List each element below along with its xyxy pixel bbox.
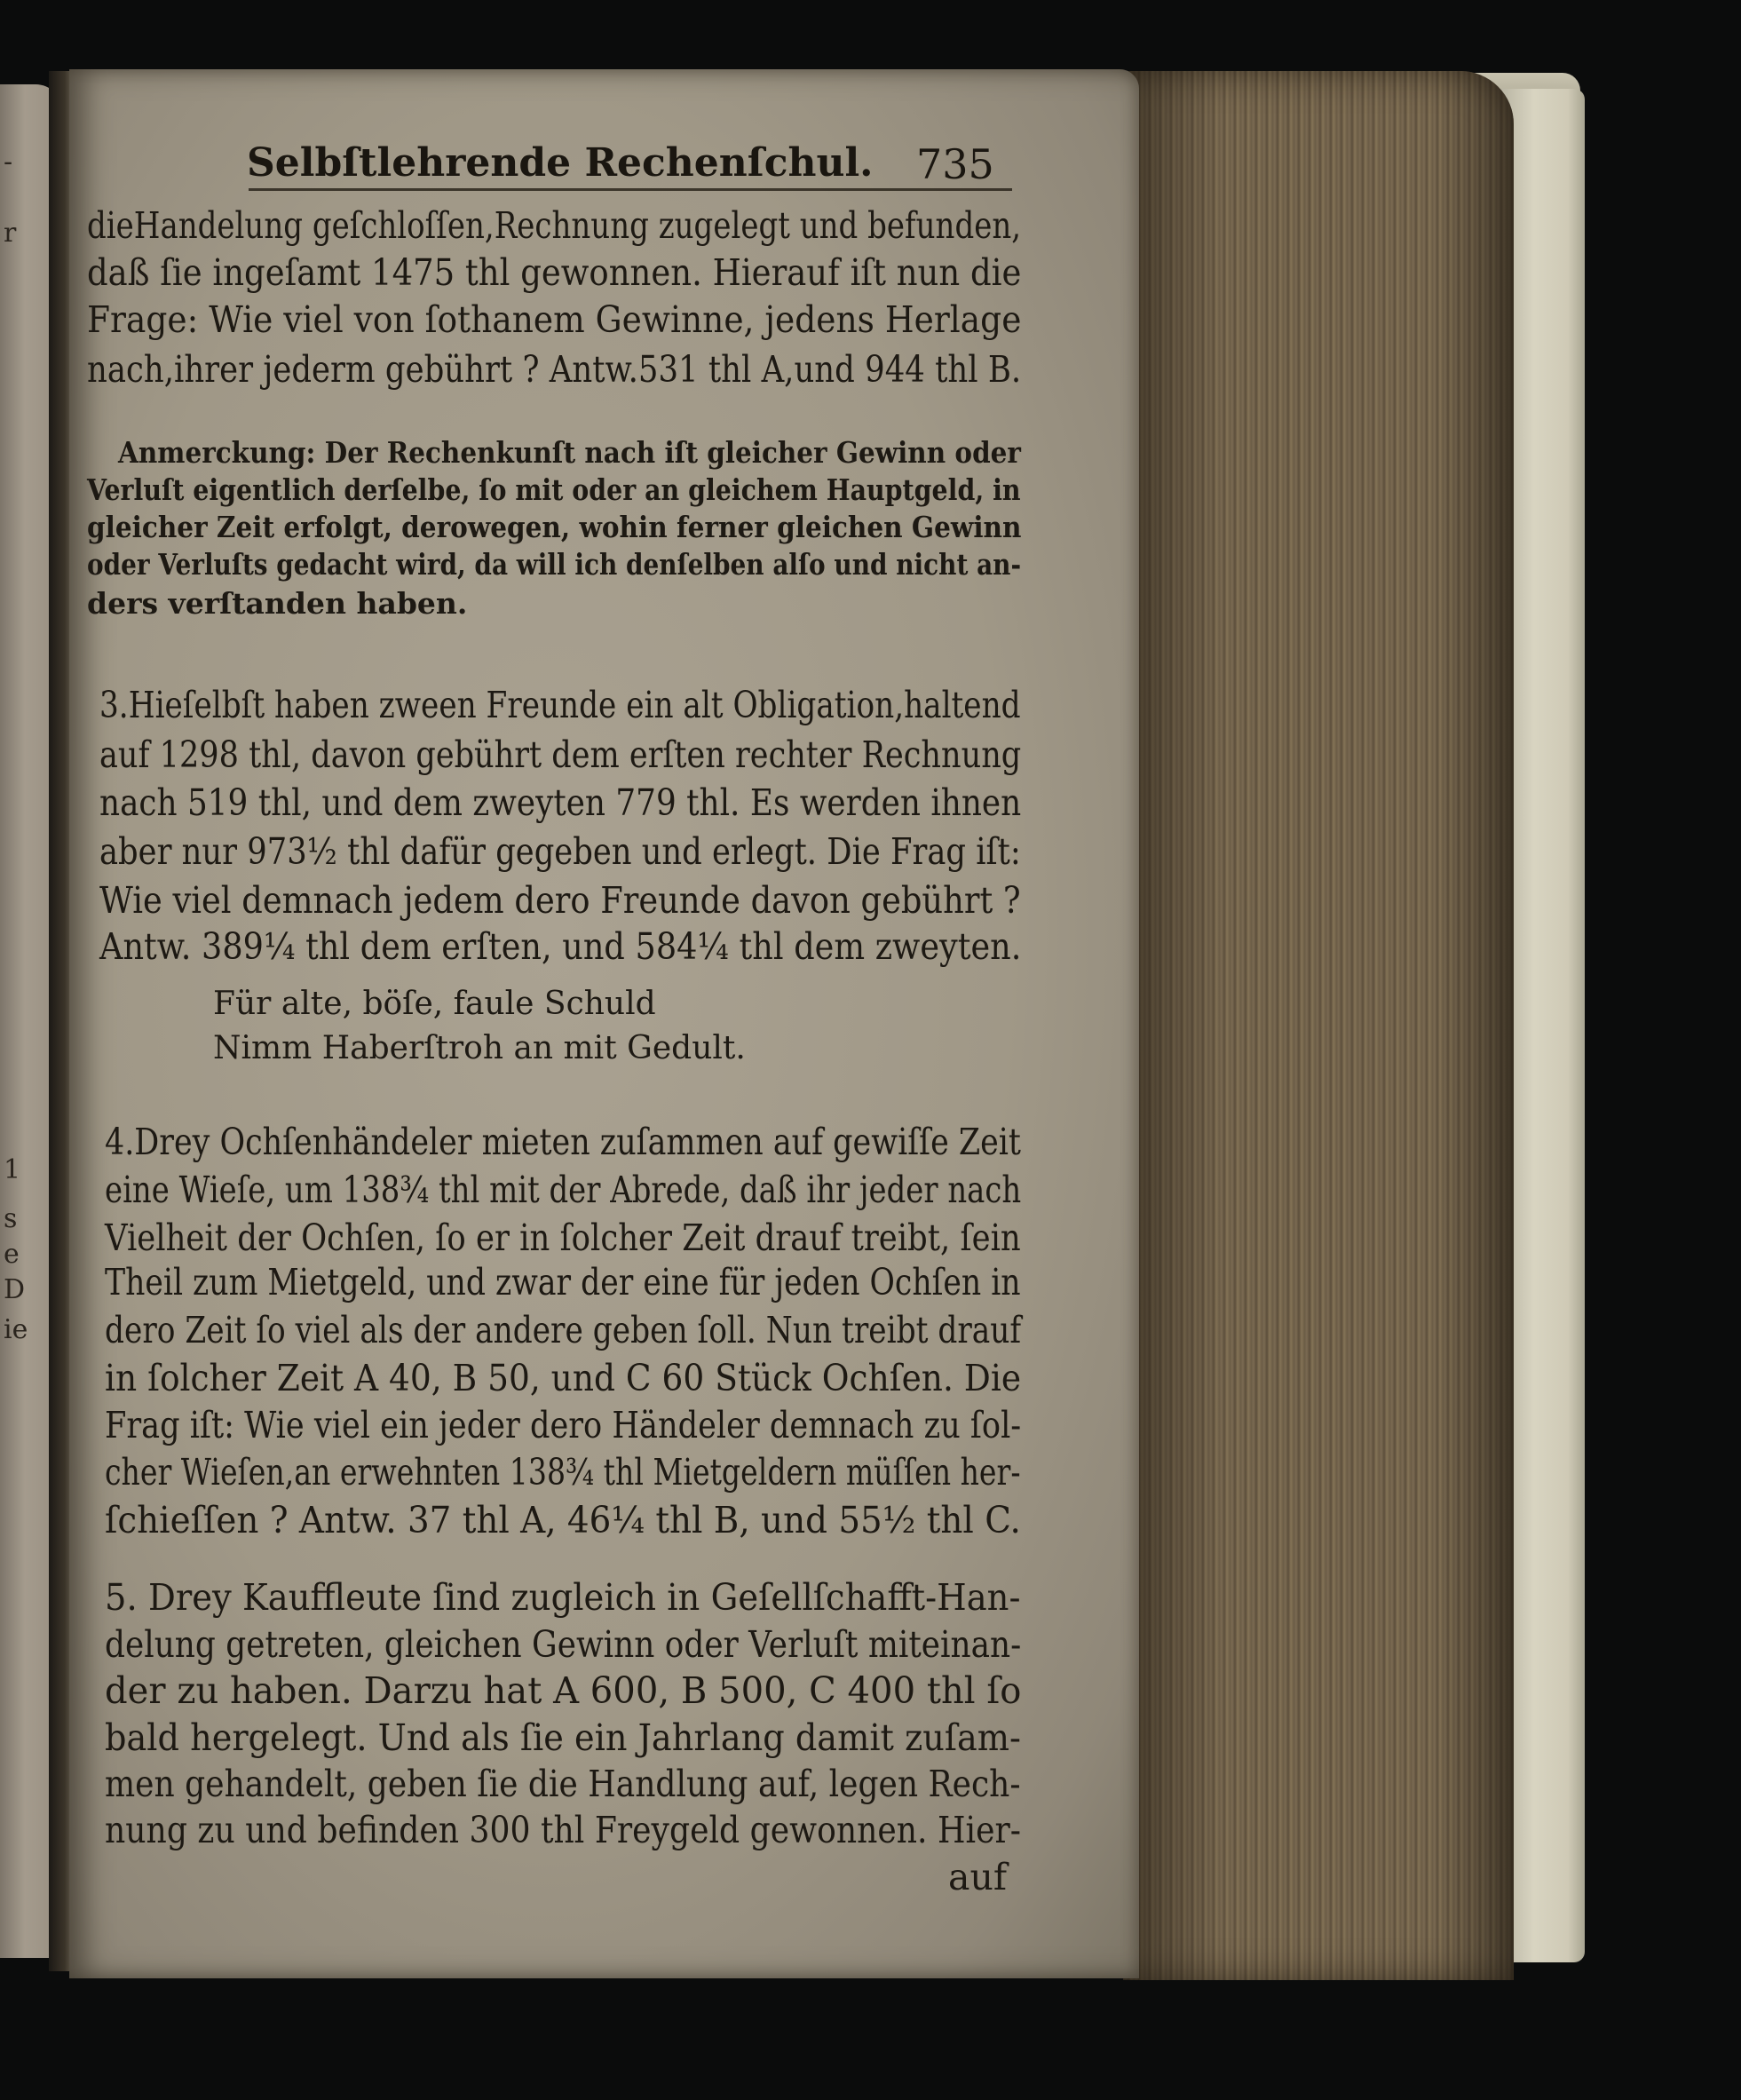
text-line: Frag iſt: Wie viel ein jeder dero Händeler demnach zu ſol- (105, 1404, 1022, 1446)
header-rule (249, 188, 1012, 191)
verse-line: Für alte, böſe, faule Schuld (213, 986, 656, 1022)
running-head: Selbſtlehrende Rechenſchul. (247, 140, 874, 186)
text-line: in ſolcher Zeit A 40, B 50, und C 60 Stück Ochſen. Die (105, 1357, 1022, 1399)
text-line: 4.Drey Ochſenhändeler mieten zuſammen auf gewiſſe Zeit (105, 1121, 1021, 1163)
text-line: cher Wieſen,an erwehnten 138¾ thl Mietgeldern müſſen her- (105, 1451, 1021, 1494)
text-line: eine Wieſe, um 138¾ thl mit der Abrede, daß ihr jeder nach (105, 1169, 1022, 1211)
edge-letter: - (4, 147, 13, 178)
note-line: gleicher Zeit erfolgt, derowegen, wohin ferner gleichen Gewinn (87, 510, 1022, 544)
text-line: nach 519 thl, und dem zweyten 779 thl. Es werden ihnen (99, 781, 1022, 824)
text-line: Frage: Wie viel von ſothanem Gewinne, jedens Herlage (87, 298, 1022, 341)
edge-letter: e (4, 1239, 20, 1270)
text-line: Theil zum Mietgeld, und zwar der eine für jeden Ochſen in (105, 1261, 1021, 1304)
text-line: dieHandelung geſchloſſen,Rechnung zugelegt und befunden, (87, 204, 1022, 247)
edge-letter: ie (4, 1314, 28, 1345)
edge-letter: D (4, 1274, 26, 1305)
note-line: oder Verluſts gedacht wird, da will ich denſelben alſo und nicht an- (87, 547, 1022, 582)
text-line: ſchieſſen ? Antw. 37 thl A, 46¼ thl B, und 55½ thl C. (105, 1499, 1021, 1541)
edge-letter: 1 (4, 1154, 21, 1185)
text-line: nung zu und befinden 300 thl Freygeld gewonnen. Hier- (105, 1809, 1021, 1851)
edge-letter: r (4, 218, 17, 249)
text-line: Antw. 389¼ thl dem erſten, und 584¼ thl dem zweyten. (99, 925, 1022, 968)
page-block-shade (1123, 71, 1514, 1980)
text-line: Wie viel demnach jedem dero Freunde davon gebührt ? (99, 879, 1021, 922)
verse-line: Nimm Haberſtroh an mit Gedult. (213, 1030, 746, 1066)
text-line: 5. Drey Kauffleute ſind zugleich in Geſellſchafft-Han- (105, 1576, 1021, 1619)
text-line: aber nur 973½ thl dafür gegeben und erlegt. Die Frag iſt: (99, 830, 1021, 873)
text-line: auf 1298 thl, davon gebührt dem erſten rechter Rechnung (99, 733, 1022, 776)
text-line: bald hergelegt. Und als ſie ein Jahrlang damit zuſam- (105, 1716, 1021, 1759)
note-line: ders verſtanden haben. (87, 586, 468, 621)
text-line: 3.Hieſelbſt haben zween Freunde ein alt Obligation,haltend (99, 684, 1021, 726)
edge-letter: s (4, 1203, 18, 1234)
note-line: Verluſt eigentlich derſelbe, ſo mit oder an gleichem Hauptgeld, in (87, 472, 1021, 507)
text-line: dero Zeit ſo viel als der andere geben ſoll. Nun treibt drauf (105, 1309, 1022, 1351)
text-line: nach,ihrer jederm gebührt ? Antw.531 thl A,und 944 thl B. (87, 348, 1022, 391)
text-line: men gehandelt, geben ſie die Handlung auf, legen Rech- (105, 1763, 1021, 1805)
text-line: daß ſie ingeſamt 1475 thl gewonnen. Hierauf iſt nun die (87, 251, 1022, 294)
page-number: 735 (916, 140, 994, 188)
text-line: Vielheit der Ochſen, ſo er in ſolcher Zeit drauf treibt, ſein (105, 1216, 1021, 1259)
note-line: Anmerckung: Der Rechenkunſt nach iſt gleicher Gewinn oder (118, 435, 1021, 470)
text-line: delung getreten, gleichen Gewinn oder Verluſt miteinan- (105, 1623, 1022, 1666)
left-page-edge-letters (0, 84, 27, 1958)
text-line: der zu haben. Darzu hat A 600, B 500, C 400 thl ſo (105, 1669, 1022, 1712)
catchword: auf (948, 1856, 1008, 1898)
